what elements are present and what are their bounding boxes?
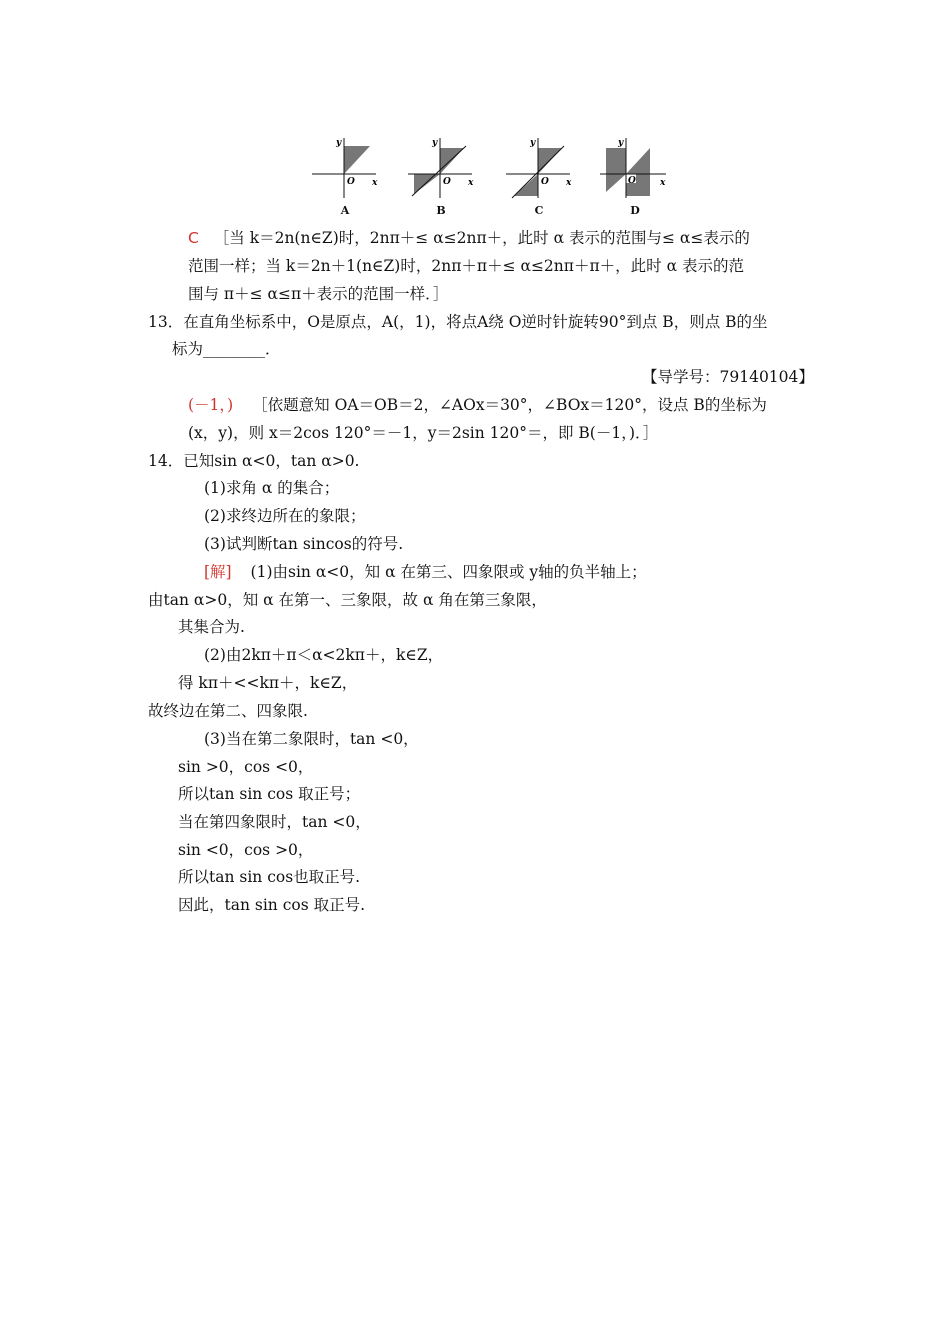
figure-label: C (534, 204, 544, 217)
y-axis-label: y (336, 138, 342, 148)
figure-b-graph (404, 132, 478, 202)
figure-label: D (630, 204, 640, 217)
y-axis-label: y (530, 138, 536, 148)
q13-answer: (－1，) (188, 396, 234, 414)
origin-label: O (541, 177, 549, 187)
q12-answer: C (188, 229, 199, 247)
q14-part-2: (2)求终边所在的象限； (204, 507, 366, 525)
figure-d-graph (598, 132, 672, 202)
q12-solution-line-1 (188, 228, 750, 248)
x-axis-label: x (660, 178, 666, 188)
q13-solution-line-1 (188, 395, 767, 415)
q14-solution-tag: [解] (204, 563, 232, 581)
q14-solution-line-12: 所以tan sin cos也取正号. (178, 868, 361, 886)
figure-b (404, 132, 478, 220)
q14-solution-line-5: 得 kπ＋<<kπ＋，k∈Z， (178, 674, 358, 692)
q13-stem-line-1: 13．在直角坐标系中，O是原点，A(，1)，将点A绕 O逆时针旋转90°到点 B，则点 B的坐 (148, 313, 768, 331)
shaded-region-right (626, 148, 650, 196)
q14-stem: 14．已知sin α<0，tan α>0. (148, 452, 360, 470)
q14-solution-line-6: 故终边在第二、四象限. (148, 702, 308, 720)
q12-solution-line-3: 围与 π＋≤ α≤π＋表示的范围一样．］ (188, 285, 449, 303)
q14-solution-line-2: 由tan α>0，知 α 在第一、三象限，故 α 角在第三象限， (148, 591, 547, 609)
q12-text-1: ［当 k＝2n(n∈Z)时，2nπ＋≤ α≤2nπ＋，此时 α 表示的范围与≤ α≤表示的 (213, 229, 750, 247)
q13-sol-text-1: ［依题意知 OA＝OB＝2，∠AOx＝30°，∠BOx＝120°，设点 B的坐标为 (252, 396, 767, 414)
terminal-line (412, 146, 466, 196)
q14-sol-text-1: (1)由sin α<0，知 α 在第三、四象限或 y轴的负半轴上； (250, 563, 647, 581)
origin-label: O (628, 176, 636, 186)
figure-a (308, 132, 382, 220)
x-axis-label: x (468, 178, 474, 188)
q14-solution-line-3: 其集合为. (178, 618, 245, 636)
q14-solution-line-10: 当在第四象限时，tan <0， (178, 813, 371, 831)
q14-solution-line-8: sin >0，cos <0， (178, 758, 314, 776)
shaded-region-left (606, 148, 626, 192)
q12-solution-line-2: 范围一样；当 k＝2n＋1(n∈Z)时，2nπ＋π＋≤ α≤2nπ＋π＋，此时 α 表示的范 (188, 257, 744, 275)
x-axis-label: x (372, 178, 378, 188)
figure-c-graph (502, 132, 576, 202)
q13-solution-line-2: (x，y)，则 x＝2cos 120°＝－1，y＝2sin 120°＝，即 B(－1，)．］ (188, 424, 659, 442)
q14-solution-line-13: 因此，tan sin cos 取正号. (178, 896, 366, 914)
figure-label: A (340, 204, 350, 217)
q14-solution-line-1 (204, 562, 647, 582)
q14-solution-line-11: sin <0，cos >0， (178, 841, 314, 859)
figure-label: B (436, 204, 446, 217)
q14-part-3: (3)试判断tan sincos的符号. (204, 535, 404, 553)
x-axis-label: x (566, 178, 572, 188)
q13-guide-number: 【导学号：79140104】 (642, 368, 814, 386)
origin-label: O (443, 177, 451, 187)
figure-a-graph (308, 132, 382, 202)
figure-c (502, 132, 576, 220)
q14-part-1: (1)求角 α 的集合； (204, 479, 340, 497)
q14-solution-line-9: 所以tan sin cos 取正号； (178, 785, 361, 803)
shaded-region-upper (440, 148, 464, 174)
y-axis-label: y (618, 138, 624, 148)
figure-d (598, 132, 672, 220)
y-axis-label: y (432, 138, 438, 148)
angle-figures (308, 132, 668, 222)
q13-stem-line-2: 标为________． (172, 340, 281, 358)
origin-label: O (347, 177, 355, 187)
q14-solution-line-7: (3)当在第二象限时，tan <0， (204, 730, 419, 748)
shaded-region (344, 146, 370, 174)
q14-solution-line-4: (2)由2kπ＋π＜α<2kπ＋，k∈Z， (204, 646, 444, 664)
